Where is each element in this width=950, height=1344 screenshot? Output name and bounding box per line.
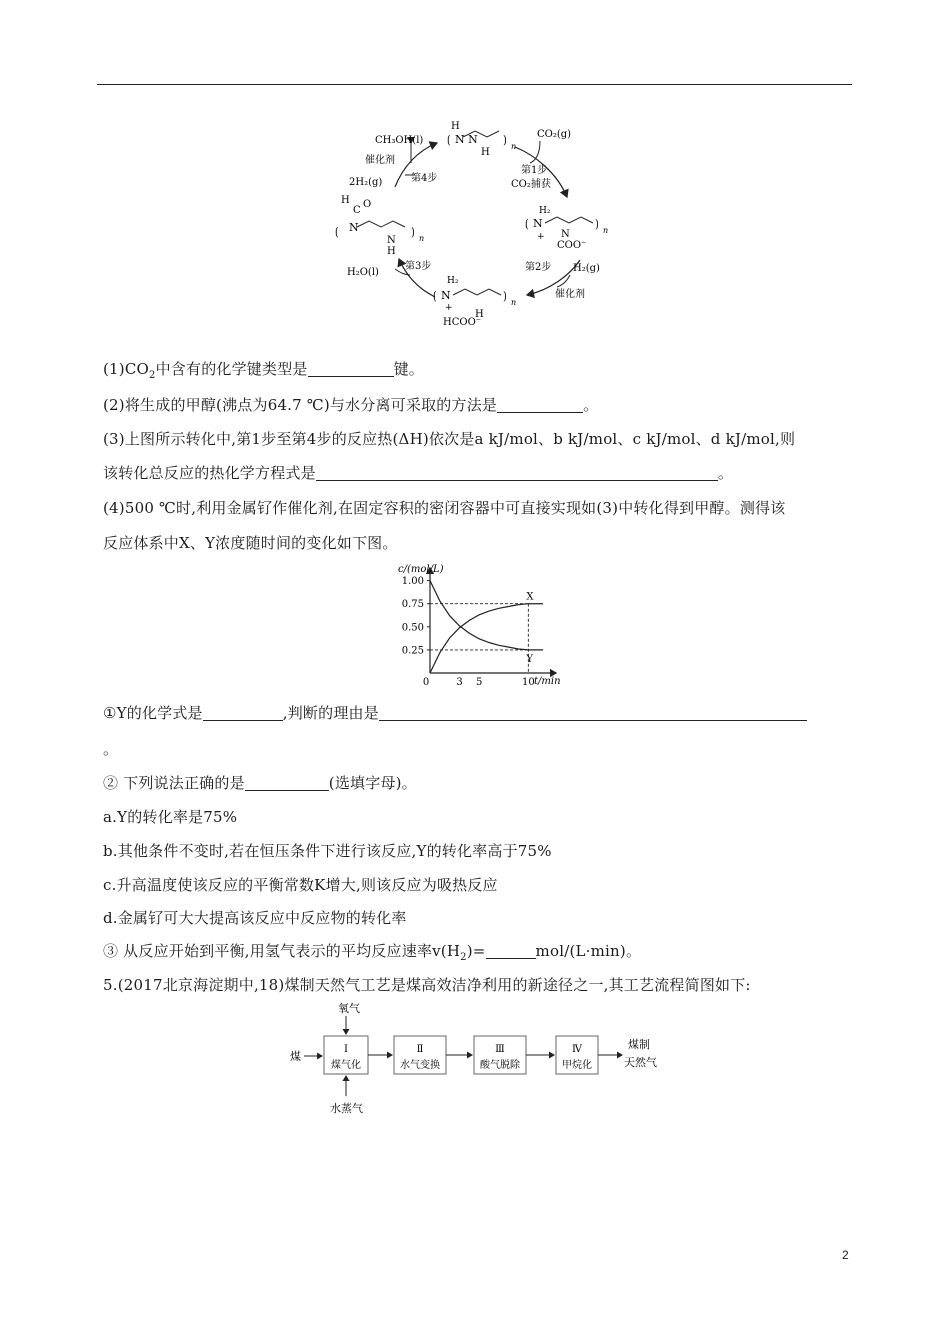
answer-blank-3[interactable]	[316, 465, 718, 481]
question-1: $(1)CO_2$中含有的化学键类型是 键。	[103, 360, 425, 381]
answer-blank-choice[interactable]	[245, 775, 329, 791]
right-h2: H₂	[539, 206, 551, 216]
step3-label: 第3步	[405, 261, 432, 272]
flow-box-4	[556, 1036, 598, 1074]
process-flow-diagram	[282, 1000, 672, 1120]
bottom-polymer-chain	[453, 289, 501, 295]
bottom-plus: +	[445, 303, 453, 313]
page-number: 2	[842, 1248, 849, 1262]
step1-label: 第1步	[521, 165, 548, 176]
left-nh: H	[387, 246, 396, 257]
hcoo-label: HCOO⁻	[443, 317, 482, 328]
answer-blank-1[interactable]	[308, 361, 394, 377]
option-a: a.Y的转化率是75%	[103, 808, 238, 826]
right-polymer-chain	[545, 217, 593, 223]
question-4-line-1: (4)500 ℃时,利用金属钌作催化剂,在固定容积的密闭容器中可直接实现如(3)中转化得到甲醇。测得该	[103, 499, 786, 517]
sub-question-3: ③ 从反应开始到平衡,用氢气表示的平均反应速率$v(H_2)= mol/(L\cdot\min)$。	[103, 942, 642, 963]
svg-text:Ⅲ: Ⅲ	[495, 1044, 505, 1055]
oxygen-label: 氧气	[338, 1002, 360, 1015]
answer-blank-reason[interactable]	[379, 705, 807, 721]
header-rule	[97, 84, 852, 85]
series-label-X: X	[526, 591, 534, 603]
h2g-right-label: H₂(g)	[573, 263, 600, 274]
svg-text:水气变换: 水气变换	[400, 1060, 440, 1071]
option-c: c.升高温度使该反应的平衡常数K增大,则该反应为吸热反应	[103, 876, 498, 894]
svg-text:⟯: ⟯	[503, 289, 507, 302]
svg-text:⟯: ⟯	[595, 217, 599, 230]
catalyst-right-label: 催化剂	[555, 289, 585, 300]
y-tick-label: 0.25	[401, 645, 424, 657]
top-n: n	[511, 142, 517, 151]
y-tick-label: 1.00	[401, 576, 424, 588]
svg-text:酸气脱除: 酸气脱除	[480, 1060, 520, 1071]
y-axis-label: c/(mol/L)	[398, 564, 444, 575]
question-2: (2)将生成的甲醇(沸点为64.7 ℃)与水分离可采取的方法是 。	[103, 396, 599, 414]
svg-text:N: N	[387, 235, 396, 246]
co2-input-line	[530, 141, 540, 163]
question-3-line-1: (3)上图所示转化中,第1步至第4步的反应热(ΔH)依次是a kJ/mol、b kJ/mol、c kJ/mol、d kJ/mol,则	[103, 430, 796, 448]
right-n: N	[533, 217, 543, 230]
coal-label: 煤	[290, 1050, 301, 1063]
svg-text:甲烷化: 甲烷化	[562, 1060, 592, 1071]
co2-label: CO₂(g)	[537, 129, 572, 140]
series-label-Y: Y	[526, 653, 533, 665]
svg-text:煤气化: 煤气化	[331, 1060, 361, 1071]
flow-box-3	[474, 1036, 526, 1074]
output-label-1: 煤制	[628, 1038, 650, 1051]
svg-text:N: N	[561, 229, 570, 240]
sub-question-1-end: 。	[103, 740, 119, 758]
concentration-time-chart	[376, 560, 576, 690]
answer-blank-2[interactable]	[497, 397, 583, 413]
svg-text:⟮: ⟮	[433, 289, 437, 302]
x-tick-label: 3	[456, 677, 463, 688]
top-polymer-bracket: ⟮	[447, 133, 451, 146]
right-plus: +	[537, 232, 545, 242]
reaction-cycle-diagram	[335, 115, 625, 335]
ch3oh-label: CH₃OH(l)	[375, 135, 424, 146]
h2g-left-label: 2H₂(g)	[349, 177, 383, 188]
svg-text:⟯: ⟯	[503, 133, 507, 146]
svg-text:n: n	[419, 234, 425, 243]
left-n: N	[349, 221, 359, 234]
right-coo: COO⁻	[557, 240, 587, 251]
bottom-h2: H₂	[447, 276, 459, 286]
h2o-label: H₂O(l)	[347, 267, 379, 278]
x-axis-label: t/min	[534, 676, 561, 687]
catalyst-left-label: 催化剂	[365, 155, 395, 166]
y-tick-label: 0.75	[401, 599, 424, 611]
y-tick-label: 0.50	[401, 622, 424, 634]
x-tick-label: 0	[422, 677, 430, 688]
left-c: C	[353, 205, 361, 216]
sub-question-2: ② 下列说法正确的是 (选填字母)。	[103, 774, 417, 792]
flow-box-2	[394, 1036, 446, 1074]
answer-blank-y-formula[interactable]	[203, 705, 283, 721]
svg-text:⟮: ⟮	[525, 217, 529, 230]
left-o: O	[363, 199, 372, 210]
question-3-line-2: 该转化总反应的热化学方程式是 。	[103, 464, 734, 482]
question-5: 5.(2017北京海淀期中,18)煤制天然气工艺是煤高效洁净利用的新途径之一,其工艺流程简图如下:	[103, 976, 751, 994]
left-polymer-chain	[357, 221, 405, 227]
step4-label: 第4步	[411, 173, 438, 184]
svg-text:n: n	[603, 226, 609, 235]
question-4-line-2: 反应体系中X、Y浓度随时间的变化如下图。	[103, 534, 398, 552]
option-d: d.金属钌可大大提高该反应中反应物的转化率	[103, 909, 407, 927]
answer-blank-rate[interactable]	[486, 943, 536, 959]
sub-question-1: ①Y的化学式是 ,判断的理由是	[103, 702, 807, 723]
chart-marks	[402, 576, 543, 688]
svg-text:n: n	[511, 298, 517, 307]
svg-text:Ⅳ: Ⅳ	[572, 1044, 582, 1055]
option-b: b.其他条件不变时,若在恒压条件下进行该反应,Y的转化率高于75%	[103, 842, 552, 860]
x-tick-label: 10	[521, 677, 535, 688]
svg-text:⟮: ⟮	[335, 225, 339, 238]
top-h2: H	[481, 147, 490, 158]
left-h: H	[341, 195, 350, 206]
flow-box-1	[324, 1036, 368, 1074]
steam-label: 水蒸气	[330, 1102, 363, 1115]
svg-text:⟯: ⟯	[411, 225, 415, 238]
top-h1: H	[451, 121, 460, 132]
output-label-2: 天然气	[624, 1056, 657, 1069]
top-polymer-group: N N	[455, 133, 478, 146]
svg-text:Ⅱ: Ⅱ	[416, 1044, 424, 1055]
bottom-h: H	[475, 309, 484, 320]
step1-capture-label: CO₂捕获	[511, 179, 551, 190]
svg-text:N: N	[441, 289, 451, 302]
x-tick-label: 5	[475, 677, 483, 688]
step2-label: 第2步	[525, 262, 552, 273]
svg-text:Ⅰ: Ⅰ	[344, 1044, 348, 1055]
